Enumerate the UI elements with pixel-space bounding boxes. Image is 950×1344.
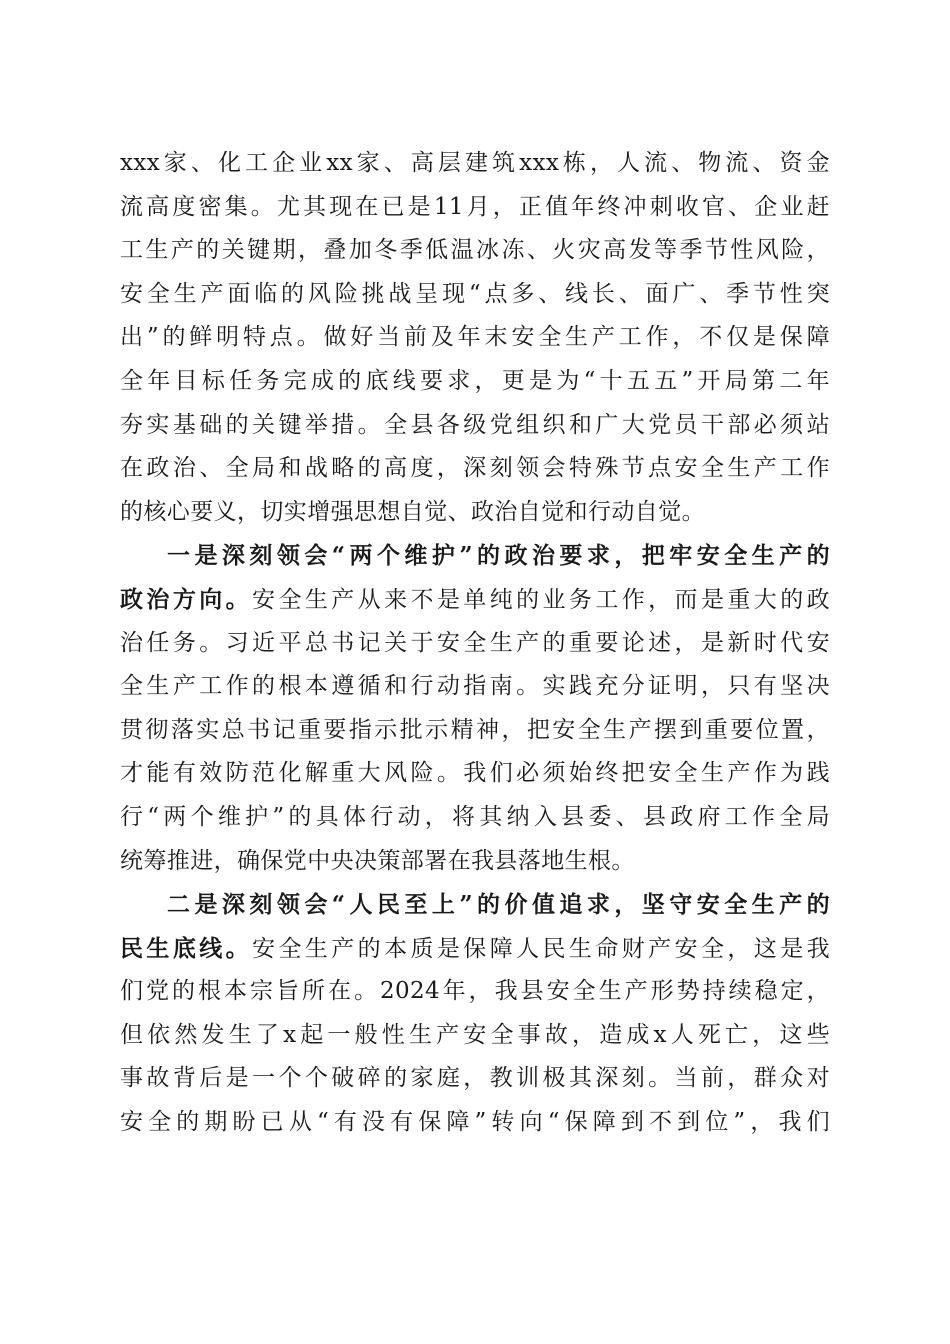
paragraph-1-line: 全年目标任务完成的底线要求，更是为“十五五”开局第二年 (120, 367, 830, 394)
paragraph-3-text: 安全生产的本质是保障人民生命财产安全，这是我 (252, 935, 830, 962)
paragraph-2-line: 统筹推进，确保党中央决策部署在我县落地生根。 (120, 847, 635, 874)
paragraph-1-line: 的核心要义，切实增强思想自觉、政治自觉和行动自觉。 (120, 498, 705, 525)
paragraph-2-line: 贯彻落实总书记重要指示批示精神，把安全生产摆到重要位置， (120, 716, 830, 743)
paragraph-2-text: 安全生产从来不是单纯的业务工作，而是重大的政 (252, 586, 830, 613)
paragraph-1-line: xxx家、化工企业xx家、高层建筑xxx栋，人流、物流、资金 (120, 150, 830, 176)
paragraph-2-line: 才能有效防范化解重大风险。我们必须始终把安全生产作为践 (120, 760, 830, 787)
paragraph-1-line: 流高度密集。尤其现在已是11月，正值年终冲刺收官、企业赶 (120, 193, 830, 220)
paragraph-1-line: 工生产的关键期，叠加冬季低温冰冻、火灾高发等季节性风险， (120, 237, 830, 264)
paragraph-3-line (120, 927, 830, 971)
paragraph-2-heading-end: 政治方向。 (120, 585, 253, 613)
paragraph-3-heading-end: 民生底线。 (120, 934, 253, 962)
paragraph-2-line: 行“两个维护”的具体行动，将其纳入县委、县政府工作全局 (120, 803, 830, 830)
paragraph-1-line: 在政治、全局和战略的高度，深刻领会特殊节点安全生产工作 (120, 455, 830, 482)
paragraph-2-heading: 一是深刻领会“两个维护”的政治要求，把牢安全生产的 (167, 542, 830, 570)
paragraph-3-line: 但依然发生了x起一般性生产安全事故，造成x人死亡，这些 (120, 1021, 830, 1048)
paragraph-3-line: 们党的根本宗旨所在。2024年，我县安全生产形势持续稳定， (120, 978, 830, 1005)
document-body (120, 142, 830, 1145)
paragraph-3-line: 事故背后是一个个破碎的家庭，教训极其深刻。当前，群众对 (120, 1065, 830, 1092)
paragraph-2-line: 全生产工作的根本遵循和行动指南。实践充分证明，只有坚决 (120, 673, 830, 700)
paragraph-2-line: 治任务。习近平总书记关于安全生产的重要论述，是新时代安 (120, 629, 830, 656)
paragraph-1-line: 出”的鲜明特点。做好当前及年末安全生产工作，不仅是保障 (120, 324, 830, 351)
paragraph-2-line (120, 578, 830, 622)
paragraph-3-heading: 二是深刻领会“人民至上”的价值追求，坚守安全生产的 (167, 891, 830, 919)
paragraph-1-line: 夯实基础的关键举措。全县各级党组织和广大党员干部必须站 (120, 411, 830, 438)
paragraph-1-line: 安全生产面临的风险挑战呈现“点多、线长、面广、季节性突 (120, 280, 830, 307)
paragraph-3-line: 安全的期盼已从“有没有保障”转向“保障到不到位”，我们 (120, 1109, 830, 1136)
